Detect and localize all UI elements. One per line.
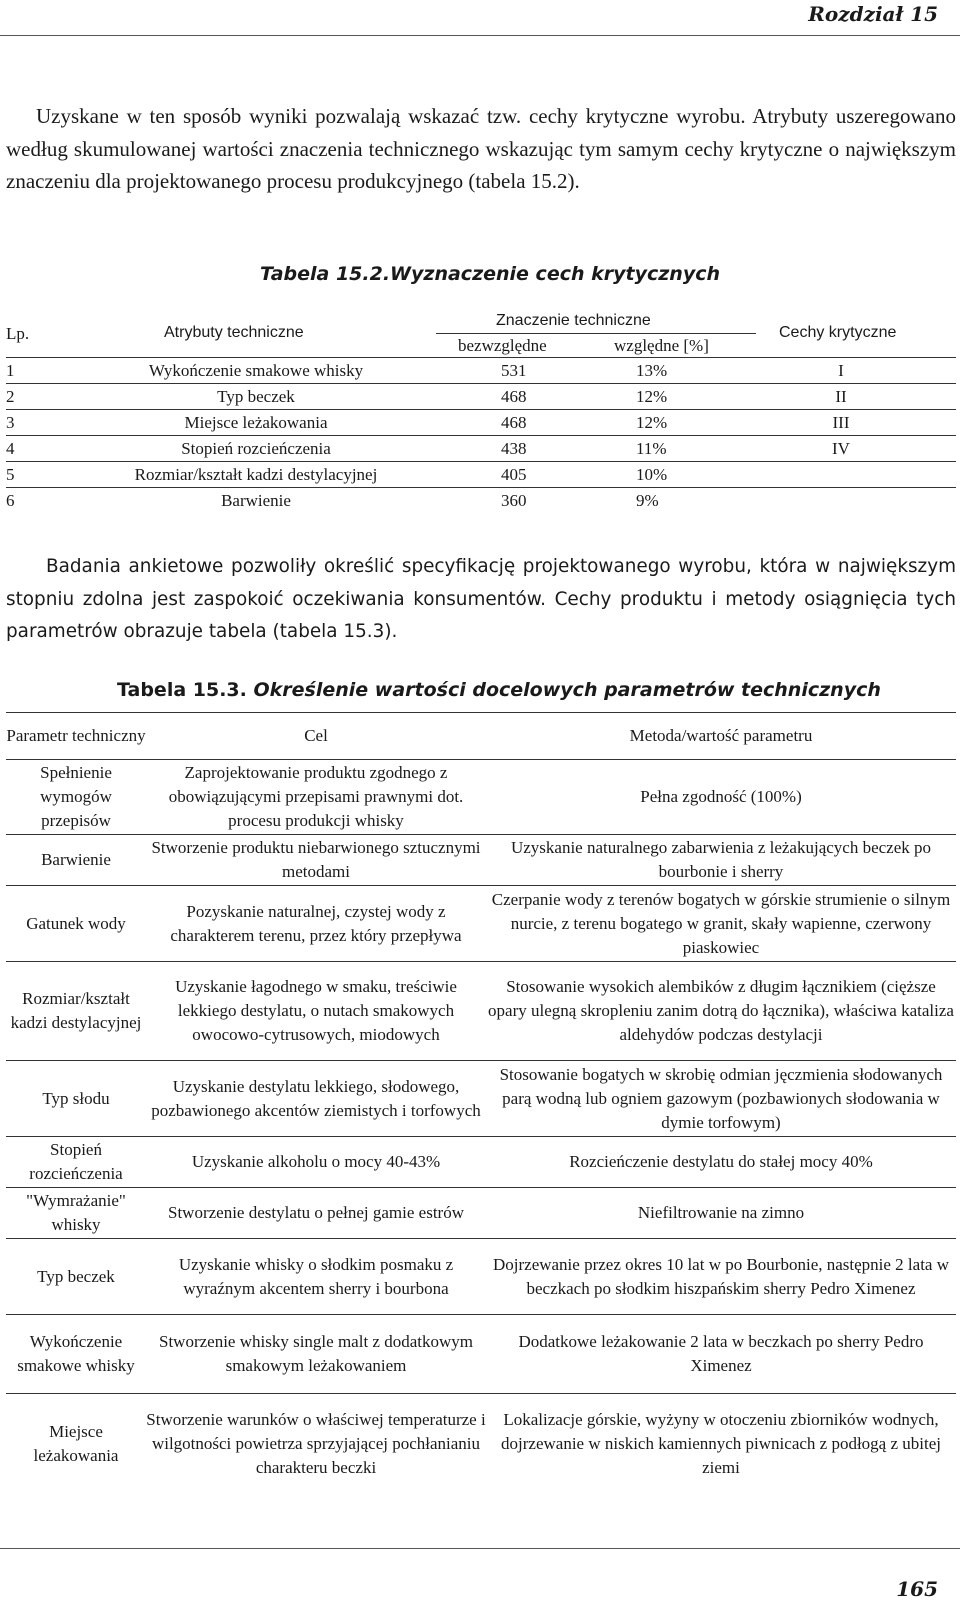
critical-features-table [6,312,956,513]
cell-attribute: Stopień rozcieńczenia [181,439,331,458]
cell-goal: Uzyskanie alkoholu o mocy 40-43% [191,1152,441,1171]
table-row [6,488,956,513]
cell-goal: Uzyskanie łagodnego w smaku, treściwie lekkiego destylatu, o nutach smakowych owocowo-cytrusowych, miodowych [175,977,457,1044]
cell-absolute: 360 [501,491,527,510]
cell-parameter: Stopień rozcieńczenia [29,1140,123,1183]
header-lp: Lp. [6,324,30,343]
header-method: Metoda/wartość parametru [629,726,813,745]
cell-lp: 3 [6,413,15,432]
cell-absolute: 531 [501,361,527,380]
cell-goal: Stworzenie warunków o właściwej temperaturze i wilgotności powietrza sprzyjającej pochłanianiu charakteru beczki [146,1410,486,1477]
table-row [6,410,956,435]
header-attribute: Atrybuty techniczne [164,324,304,341]
cell-parameter: Typ słodu [42,1088,110,1108]
page-number: 165 [896,1577,938,1601]
cell-goal: Uzyskanie destylatu lekkiego, słodowego, pozbawionego akcentów ziemistych i torfowych [151,1076,481,1120]
table1-caption: Tabela 15.2.Wyznaczenie cech krytycznych [260,263,720,285]
cell-goal: Uzyskanie whisky o słodkim posmaku z wyraźnym akcentem sherry i bourbona [178,1254,454,1298]
cell-lp: 5 [6,465,15,484]
cell-method: Stosowanie bogatych w skrobię odmian jęczmienia słodowanych parą wodną lub ogniem gazowym (pozbawionych słodowania w dymie torfowym) [499,1064,943,1132]
cell-critical: IV [832,439,850,458]
cell-lp: 1 [6,361,15,380]
cell-relative: 12% [636,413,668,432]
table2-caption [117,679,881,701]
header-critical: Cechy krytyczne [779,324,897,341]
cell-absolute: 468 [501,387,527,406]
header-parameter: Parametr techniczny [6,726,146,745]
cell-method: Uzyskanie naturalnego zabarwienia z leżakujących beczek po bourbonie i sherry [510,838,932,881]
cell-parameter: Rozmiar/kształt kadzi destylacyjnej [10,989,142,1032]
cell-relative: 13% [636,361,668,380]
cell-goal: Stworzenie destylatu o pełnej gamie estrów [168,1203,464,1222]
header-relative: względne [%] [614,336,709,355]
cell-parameter: Miejsce leżakowania [33,1422,119,1465]
cell-parameter: Wykończenie smakowe whisky [17,1332,135,1375]
header-goal: Cel [304,726,328,745]
cell-method: Niefiltrowanie na zimno [637,1203,805,1222]
cell-goal: Stworzenie whisky single malt z dodatkowym smakowym leżakowaniem [159,1332,473,1375]
table-row [6,462,956,487]
table-row [6,1137,956,1188]
cell-goal: Zaprojektowanie produktu zgodnego z obowiązującymi przepisami prawnymi dot. procesu produkcji whisky [168,763,464,830]
cell-relative: 9% [636,491,659,510]
table-row [6,1239,956,1315]
intro-paragraph: Uzyskane w ten sposób wyniki pozwalają wskazać tzw. cechy krytyczne wyrobu. Atrybuty uszeregowano według skumulowanej wartości znaczenia technicznego wskazując tym samym cechy krytyczne o największym znaczeniu dla projektowanego procesu produkcyjnego (tabela 15.2). [6,104,956,193]
cell-method: Lokalizacje górskie, wyżyny w otoczeniu zbiorników wodnych, dojrzewanie w niskich kamiennych piwnicach z podłogą z ubitej ziemi [501,1410,941,1477]
table2-caption-prefix: Tabela 15.3. [117,679,247,701]
cell-goal: Pozyskanie naturalnej, czystej wody z charakterem terenu, przez który przepływa [170,901,462,945]
cell-parameter: Spełnienie wymogów przepisów [40,763,112,830]
survey-paragraph: Badania ankietowe pozwoliły określić specyfikację projektowanego wyrobu, która w największym stopniu zdolna jest zaspokoić oczekiwania konsumentów. Cechy produktu i metody osiągnięcia tych parametrów obrazuje tabela (tabela 15.3). [6,556,956,642]
chapter-header: Rozdział 15 [808,2,938,26]
cell-method: Pełna zgodność (100%) [640,787,802,806]
cell-method: Dodatkowe leżakowanie 2 lata w beczkach po sherry Pedro Ximenez [518,1332,924,1375]
table-row [6,1061,956,1137]
table2-header [6,712,956,760]
cell-attribute: Barwienie [221,491,291,510]
table-row [6,835,956,886]
cell-absolute: 438 [501,439,527,458]
table-row [6,1188,956,1239]
table-row [6,962,956,1061]
table1-header [6,312,956,357]
cell-parameter: Typ beczek [37,1266,115,1286]
cell-absolute: 468 [501,413,527,432]
table-row [6,760,956,835]
cell-attribute: Wykończenie smakowe whisky [148,361,364,380]
cell-method: Dojrzewanie przez okres 10 lat w po Bourbonie, następnie 2 lata w beczkach po słodkim hiszpańskim sherry Pedro Ximenez [492,1254,949,1298]
cell-absolute: 405 [501,465,527,484]
header-absolute: bezwzględne [458,336,547,355]
table-row [6,1394,956,1494]
cell-lp: 2 [6,387,15,406]
cell-parameter: Gatunek wody [26,913,126,933]
cell-lp: 4 [6,439,15,458]
header-subrule [436,333,756,334]
table-row [6,358,956,383]
cell-attribute: Typ beczek [217,387,295,406]
table2-caption-title: Określenie wartości docelowych parametrów technicznych [253,679,881,701]
table-row [6,384,956,409]
footer-rule [0,1548,960,1549]
header-significance: Znaczenie techniczne [496,312,651,329]
cell-critical: III [832,413,850,432]
cell-attribute: Rozmiar/kształt kadzi destylacyjnej [134,465,378,484]
cell-critical: I [838,361,844,380]
table-row [6,886,956,962]
cell-relative: 11% [636,439,667,458]
table-row [6,1315,956,1394]
header-rule [0,35,960,36]
cell-critical: II [835,387,847,406]
cell-relative: 10% [636,465,668,484]
cell-method: Stosowanie wysokich alembików z długim łącznikiem (cięższe opary ulegną skropleniu zanim dotrą do łącznika), właściwa kataliza aldehydów podczas destylacji [488,977,954,1044]
cell-parameter: "Wymrażanie" whisky [26,1191,126,1234]
cell-attribute: Miejsce leżakowania [184,413,328,432]
cell-method: Czerpanie wody z terenów bogatych w górskie strumienie o silnym nurcie, z terenu bogatego w granit, skały wapienne, czerwony piaskowiec [491,889,951,957]
cell-relative: 12% [636,387,668,406]
cell-parameter: Barwienie [41,850,111,869]
cell-lp: 6 [6,491,15,510]
target-parameters-table [6,712,956,1494]
cell-goal: Stworzenie produktu niebarwionego sztucznymi metodami [151,838,481,881]
cell-method: Rozcieńczenie destylatu do stałej mocy 40% [569,1152,873,1171]
table-row [6,436,956,461]
